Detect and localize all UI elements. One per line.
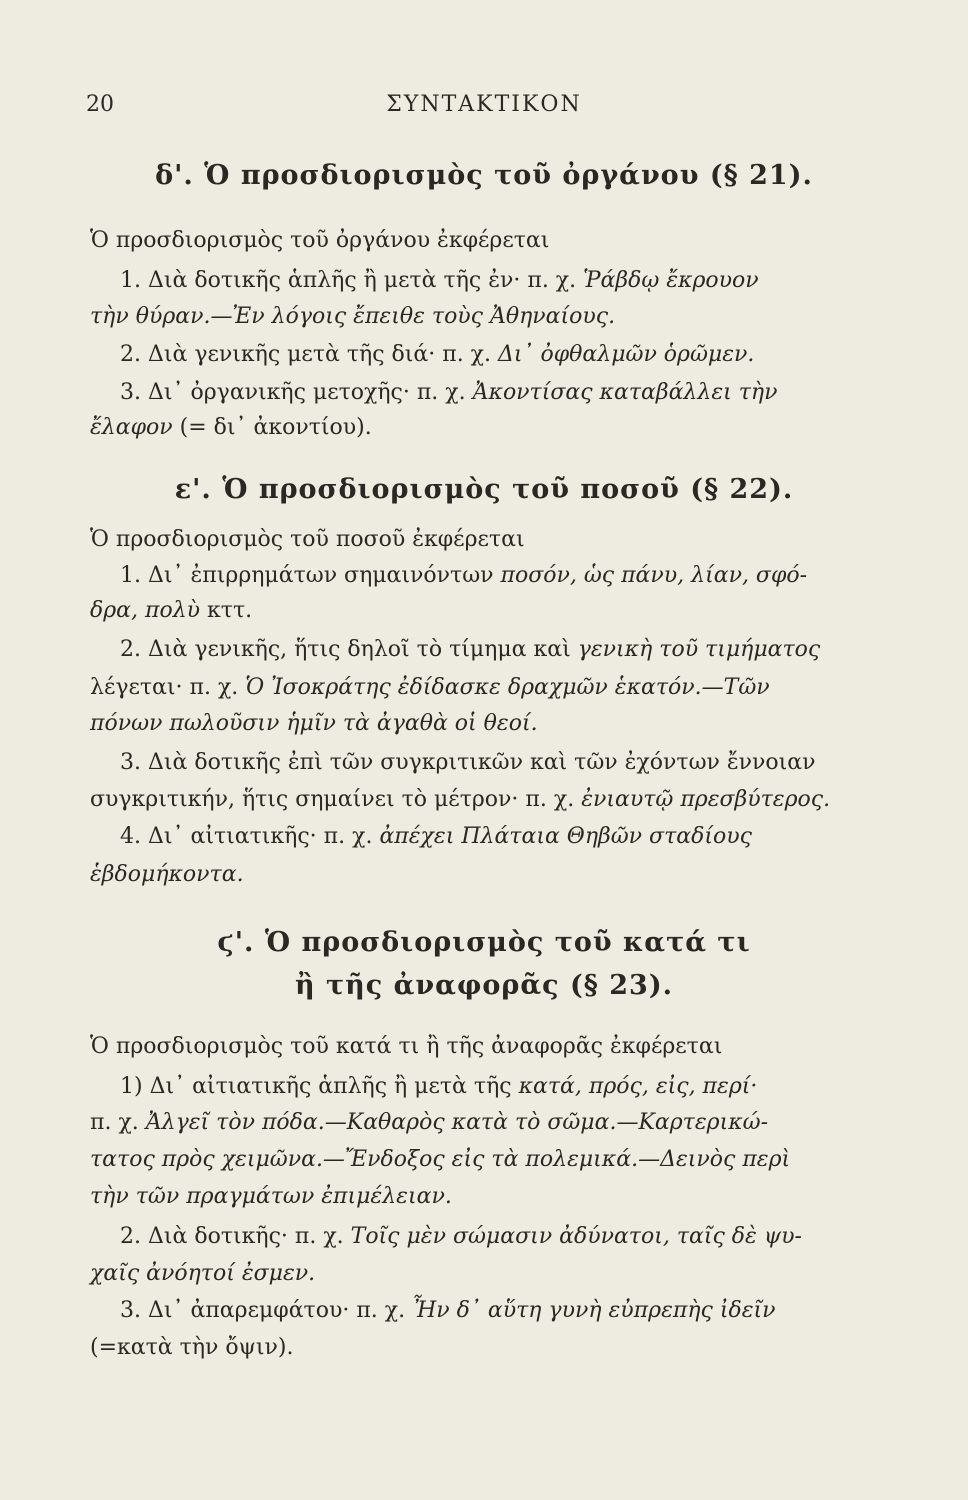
text-line: 1) Δι᾽ αἰτιατικῆς ἁπλῆς ἢ μετὰ τῆς κατά, πρός, εἰς, περί· <box>120 1074 758 1099</box>
section-heading: ϛ'. Ὁ προσδιορισμὸς τοῦ κατά τι <box>217 927 751 958</box>
text-line: 3. Δι᾽ ἀπαρεμφάτου· π. χ. Ἦν δ᾽ αὕτη γυνὴ εὐπρεπὴς ἰδεῖν <box>120 1298 776 1323</box>
text-line: τατος πρὸς χειμῶνα.—Ἔνδοξος εἰς τὰ πολεμικά.—Δεινὸς περὶ <box>90 1147 791 1172</box>
text-line: 2. Διὰ γενικῆς μετὰ τῆς διά· π. χ. Δι᾽ ὀφθαλμῶν ὁρῶμεν. <box>120 342 755 367</box>
text-line: συγκριτικήν, ἥτις σημαίνει τὸ μέτρον· π. χ. ἐνιαυτῷ πρεσβύτερος. <box>90 787 831 812</box>
text-line: πόνων πωλοῦσιν ἡμῖν τὰ ἀγαθὰ οἱ θεοί. <box>90 711 538 736</box>
text-line: π. χ. Ἀλγεῖ τὸν πόδα.—Καθαρὸς κατὰ τὸ σῶμα.—Καρτερικώ- <box>90 1110 769 1135</box>
text-line: (=κατὰ τὴν ὄψιν). <box>90 1335 294 1360</box>
text-line: Ὁ προσδιορισμὸς τοῦ ποσοῦ ἐκφέρεται <box>90 527 525 552</box>
text-line: 3. Διὰ δοτικῆς ἐπὶ τῶν συγκριτικῶν καὶ τῶν ἐχόντων ἔννοιαν <box>120 750 816 775</box>
text-line: ἑβδομήκοντα. <box>90 862 244 887</box>
text-line: 1. Διὰ δοτικῆς ἁπλῆς ἢ μετὰ τῆς ἐν· π. χ. Ῥάβδῳ ἔκρουον <box>120 268 759 293</box>
text-line: 2. Διὰ γενικῆς, ἥτις δηλοῖ τὸ τίμημα καὶ γενικὴ τοῦ τιμήματος <box>120 637 821 662</box>
section-heading: ε'. Ὁ προσδιορισμὸς τοῦ ποσοῦ (§ 22). <box>174 474 794 505</box>
text-line: Ὁ προσδιορισμὸς τοῦ ὀργάνου ἐκφέρεται <box>90 228 550 253</box>
text-line: 2. Διὰ δοτικῆς· π. χ. Τοῖς μὲν σώμασιν ἀδύνατοι, ταῖς δὲ ψυ- <box>120 1224 802 1249</box>
text-line: ἔλαφον (= δι᾽ ἀκοντίου). <box>90 415 372 440</box>
text-line: Ὁ προσδιορισμὸς τοῦ κατά τι ἢ τῆς ἀναφορᾶς ἐκφέρεται <box>90 1034 723 1059</box>
text-line: 3. Δι᾽ ὀργανικῆς μετοχῆς· π. χ. Ἀκοντίσας καταβάλλει τὴν <box>120 380 778 405</box>
page-number: 20 <box>86 92 114 117</box>
section-heading: δ'. Ὁ προσδιορισμὸς τοῦ ὀργάνου (§ 21). <box>155 160 813 191</box>
text-line: δρα, πολὺ κττ. <box>90 598 253 623</box>
text-line: τὴν θύραν.—Ἐν λόγοις ἔπειθε τοὺς Ἀθηναίους. <box>90 304 616 329</box>
text-line: τὴν τῶν πραγμάτων ἐπιμέλειαν. <box>90 1184 452 1209</box>
text-line: 1. Δι᾽ ἐπιρρημάτων σημαινόντων ποσόν, ὡς πάνυ, λίαν, σφό- <box>120 563 808 588</box>
section-heading-continued: ἢ τῆς ἀναφορᾶς (§ 23). <box>294 970 673 1001</box>
text-line: 4. Δι᾽ αἰτιατικῆς· π. χ. ἀπέχει Πλάταια Θηβῶν σταδίους <box>120 824 752 849</box>
text-line: λέγεται· π. χ. Ὁ Ἰσοκράτης ἐδίδασκε δραχμῶν ἑκατόν.—Τῶν <box>90 675 770 700</box>
page-header <box>0 92 968 128</box>
text-line: χαῖς ἀνόητοί ἐσμεν. <box>90 1261 316 1286</box>
running-title: ΣΥΝΤΑΚΤΙΚΟΝ <box>386 92 582 117</box>
